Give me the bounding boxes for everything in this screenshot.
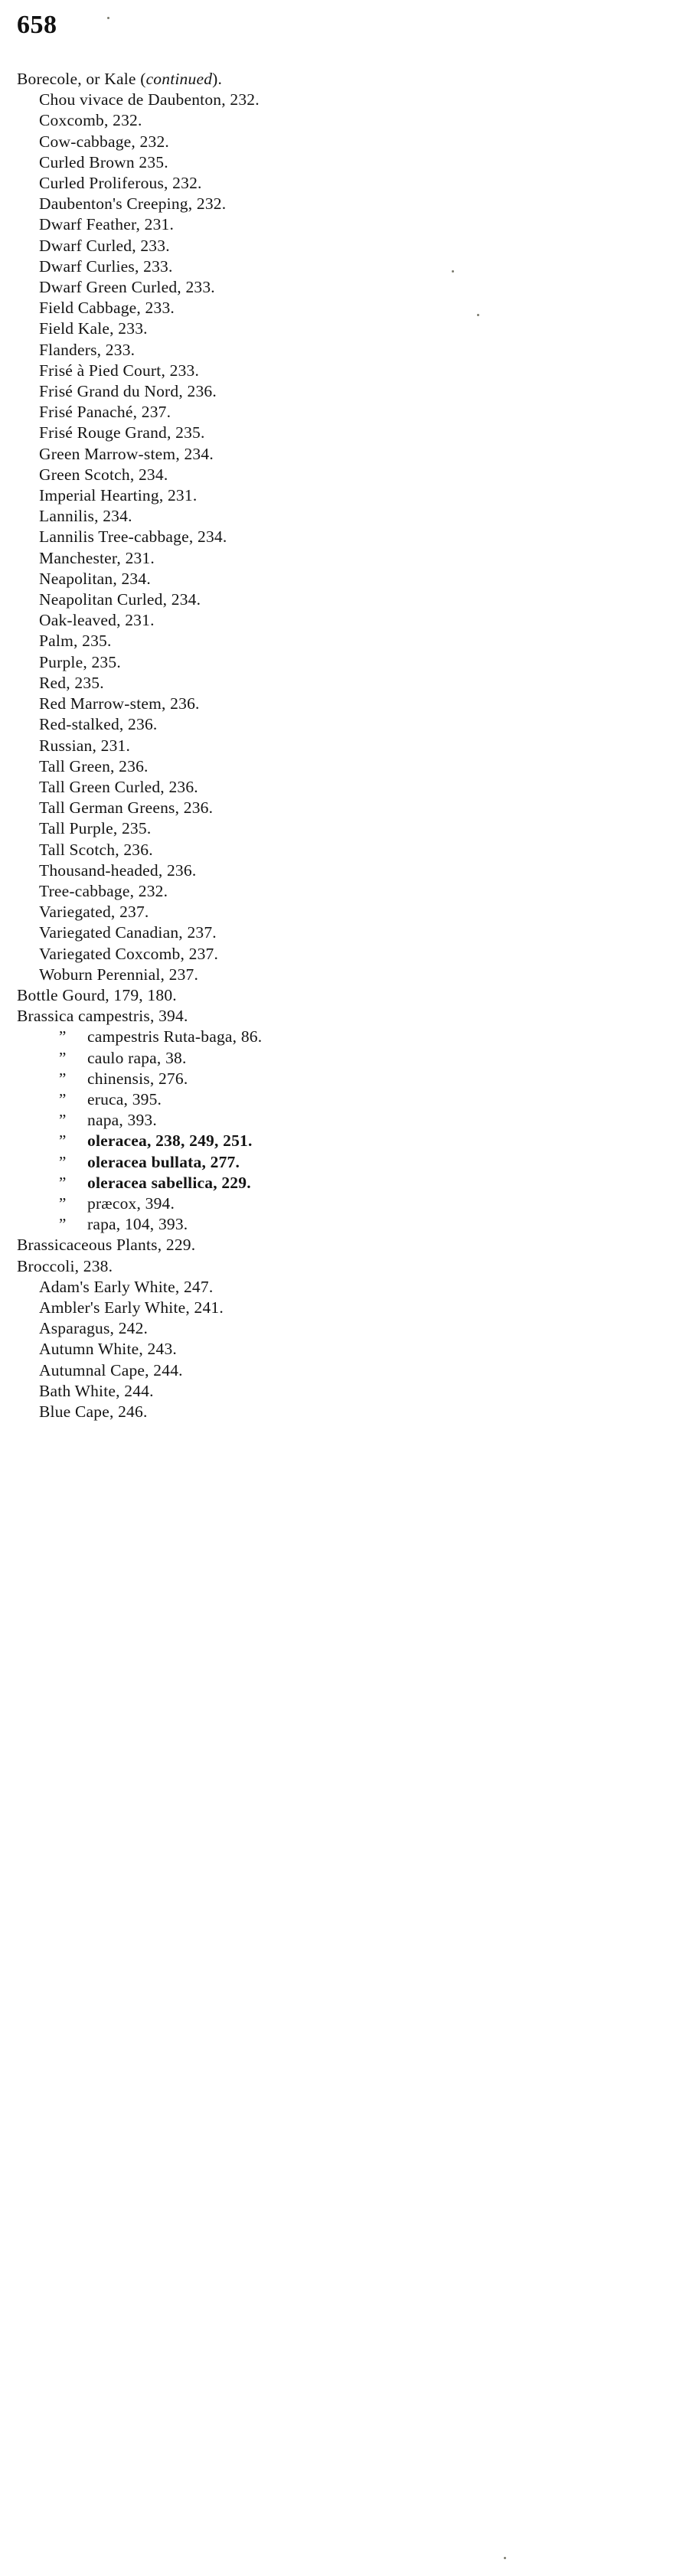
index-heading-borecole <box>17 69 675 90</box>
speck-icon <box>107 17 109 19</box>
index-item: Neapolitan Curled, 234. <box>39 590 201 609</box>
index-item: Frisé à Pied Court, 233. <box>39 361 200 380</box>
index-subitem <box>17 1027 675 1047</box>
index-item: Green Scotch, 234. <box>39 465 168 484</box>
index-entry-brassicaceous-plants: Brassicaceous Plants, 229. <box>17 1236 196 1255</box>
index-subitem-label: præcox, 394. <box>87 1193 175 1213</box>
index-item: Dwarf Curled, 233. <box>39 236 170 255</box>
index-item: Tall German Greens, 236. <box>39 798 214 818</box>
index-subitem-label: napa, 393. <box>87 1111 157 1130</box>
index-item: Daubenton's Creeping, 232. <box>39 194 227 214</box>
index-item: Green Marrow-stem, 234. <box>39 444 214 463</box>
ditto-mark: ” <box>59 1173 67 1192</box>
index-item: Manchester, 231. <box>39 548 155 567</box>
index-subitem <box>17 1193 675 1214</box>
index-item: Woburn Perennial, 237. <box>39 965 199 984</box>
index-item: Frisé Rouge Grand, 235. <box>39 423 205 442</box>
index-item: Curled Brown 235. <box>39 152 168 171</box>
index-item: Variegated Canadian, 237. <box>39 923 217 942</box>
index-item: Lannilis Tree-cabbage, 234. <box>39 527 227 547</box>
speck-icon <box>452 270 454 273</box>
index-item: Imperial Hearting, 231. <box>39 486 198 505</box>
index-item: Neapolitan, 234. <box>39 569 151 588</box>
index-subitem <box>17 1173 675 1193</box>
index-item: Tall Green, 236. <box>39 756 149 775</box>
ditto-mark: ” <box>59 1069 67 1088</box>
index-item: Frisé Grand du Nord, 236. <box>39 382 217 401</box>
index-item: Field Cabbage, 233. <box>39 299 175 318</box>
index-item: Palm, 235. <box>39 632 112 651</box>
index-entry-broccoli: Broccoli, 238. <box>17 1256 113 1275</box>
index-subitem-label: oleracea, 238, 249, 251. <box>87 1131 253 1151</box>
index-entry-brassica-campestris: Brassica campestris, 394. <box>17 1007 188 1026</box>
index-item: Chou vivace de Daubenton, 232. <box>39 90 260 109</box>
ditto-mark: ” <box>59 1089 67 1108</box>
index-subitem <box>17 1089 675 1110</box>
index-item: Autumn White, 243. <box>39 1340 177 1359</box>
index-item: Russian, 231. <box>39 736 131 755</box>
index-item: Red, 235. <box>39 673 104 692</box>
heading-continued-text: continued <box>145 70 213 88</box>
ditto-mark: ” <box>59 1027 67 1046</box>
ditto-mark: ” <box>59 1131 67 1151</box>
index-subitem-label: campestris Ruta-baga, 86. <box>87 1027 263 1046</box>
index-body <box>17 69 675 1422</box>
index-item: Tall Scotch, 236. <box>39 840 153 859</box>
index-item: Coxcomb, 232. <box>39 111 142 130</box>
speck-icon <box>477 314 479 316</box>
index-item: Autumnal Cape, 244. <box>39 1360 183 1379</box>
ditto-mark: ” <box>59 1152 67 1171</box>
index-subitem <box>17 1110 675 1131</box>
index-item: Cow-cabbage, 232. <box>39 132 169 151</box>
index-item: Dwarf Green Curled, 233. <box>39 278 215 297</box>
heading-close-text: ). <box>212 70 223 88</box>
index-item: Frisé Panaché, 237. <box>39 403 171 422</box>
index-item: Tall Green Curled, 236. <box>39 777 198 796</box>
index-subitem <box>17 1214 675 1235</box>
ditto-mark: ” <box>59 1048 67 1067</box>
index-subitem <box>17 1069 675 1089</box>
index-item: Flanders, 233. <box>39 340 136 359</box>
index-subitem-label: caulo rapa, 38. <box>87 1048 187 1067</box>
index-item: Asparagus, 242. <box>39 1319 149 1338</box>
index-item: Curled Proliferous, 232. <box>39 174 202 193</box>
page-number: 658 <box>17 11 57 39</box>
index-item: Thousand-headed, 236. <box>39 860 197 880</box>
index-item: Variegated, 237. <box>39 903 149 922</box>
index-subitem <box>17 1152 675 1173</box>
index-item: Oak-leaved, 231. <box>39 611 155 630</box>
ditto-mark: ” <box>59 1111 67 1130</box>
index-subitem-label: rapa, 104, 393. <box>87 1215 188 1234</box>
index-item: Dwarf Feather, 231. <box>39 215 175 234</box>
heading-main-text: Borecole, or Kale ( <box>17 70 146 88</box>
index-subitem <box>17 1131 675 1151</box>
index-subitem-label: oleracea bullata, 277. <box>87 1152 240 1171</box>
index-entry-bottle-gourd: Bottle Gourd, 179, 180. <box>17 985 177 1004</box>
index-subitem-label: chinensis, 276. <box>87 1069 188 1088</box>
index-subitem-label: eruca, 395. <box>87 1089 162 1108</box>
index-item: Blue Cape, 246. <box>39 1402 148 1421</box>
index-item: Ambler's Early White, 241. <box>39 1298 224 1317</box>
index-item: Lannilis, 234. <box>39 507 132 526</box>
ditto-mark: ” <box>59 1215 67 1234</box>
index-item: Adam's Early White, 247. <box>39 1277 214 1296</box>
speck-icon <box>504 2557 506 2559</box>
ditto-mark: ” <box>59 1193 67 1213</box>
index-subitem-label: oleracea sabellica, 229. <box>87 1173 251 1192</box>
index-item: Field Kale, 233. <box>39 319 148 338</box>
index-item: Red Marrow-stem, 236. <box>39 694 200 713</box>
index-subitem <box>17 1048 675 1069</box>
index-item: Bath White, 244. <box>39 1381 154 1400</box>
index-item: Variegated Coxcomb, 237. <box>39 944 219 963</box>
index-item: Tall Purple, 235. <box>39 819 152 838</box>
index-item: Red-stalked, 236. <box>39 715 158 734</box>
index-item: Dwarf Curlies, 233. <box>39 256 173 276</box>
index-item: Purple, 235. <box>39 652 121 671</box>
index-item: Tree-cabbage, 232. <box>39 881 168 900</box>
